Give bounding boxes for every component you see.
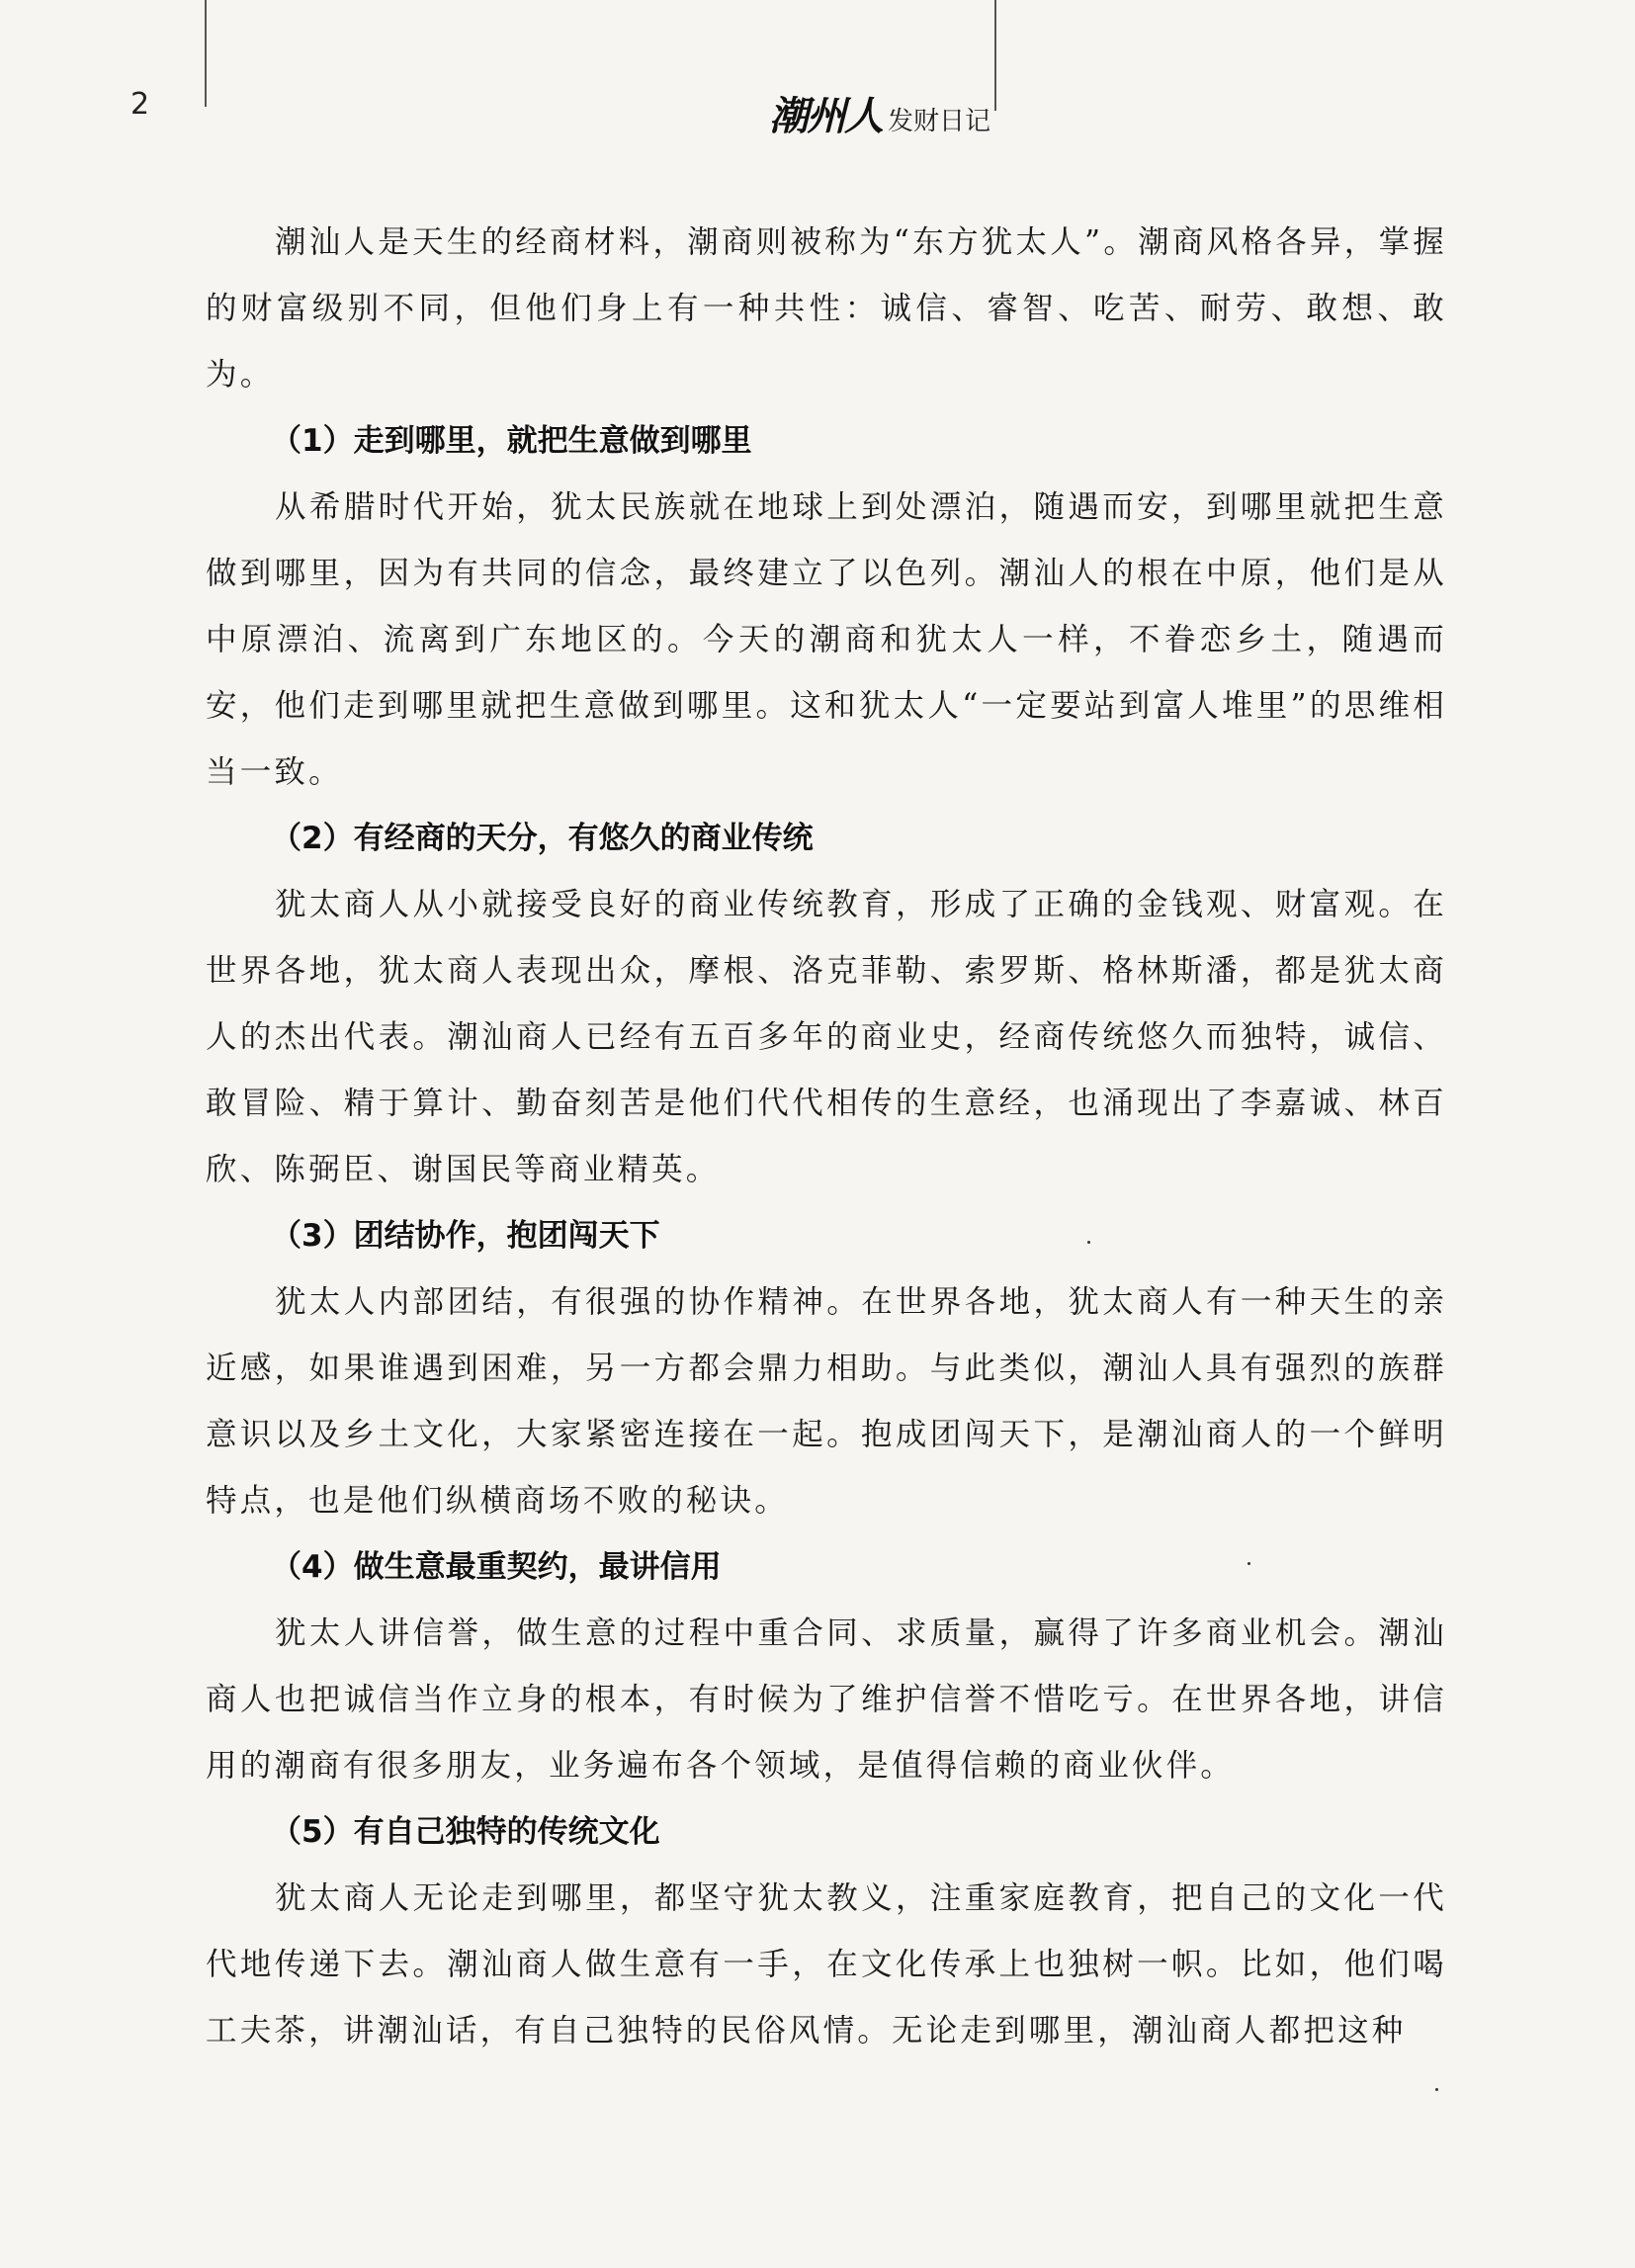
running-header bbox=[731, 85, 990, 138]
section-heading-3: （3）团结协作，抱团闯天下 bbox=[271, 1218, 660, 1254]
section-heading-2: （2）有经商的天分，有悠久的商业传统 bbox=[271, 821, 814, 856]
section-body-3: 犹太人内部团结，有很强的协作精神。在世界各地，犹太商人有一种天生的亲近感，如果谁遇到困难，另一方都会鼎力相助。与此类似，潮汕人具有强烈的族群意识以及乡土文化，大家紧密连接在一起。抱成团闯天下，是潮汕商人的一个鲜明特点，也是他们纵横商场不败的秘诀。 bbox=[206, 1284, 1447, 1519]
crop-mark-right bbox=[994, 0, 996, 111]
section-body-4: 犹太人讲信誉，做生意的过程中重合同、求质量，赢得了许多商业机会。潮汕商人也把诚信当作立身的根本，有时候为了维护信誉不惜吃亏。在世界各地，讲信用的潮商有很多朋友，业务遍布各个领域，是值得信赖的商业伙伴。 bbox=[206, 1615, 1447, 1784]
book-subtitle: 发财日记 bbox=[887, 107, 990, 136]
section-body-1: 从希腊时代开始，犹太民族就在地球上到处漂泊，随遇而安，到哪里就把生意做到哪里，因为有共同的信念，最终建立了以色列。潮汕人的根在中原，他们是从中原漂泊、流离到广东地区的。今天的潮商和犹太人一样，不眷恋乡土，随遇而安，他们走到哪里就把生意做到哪里。这和犹太人“一定要站到富人堆里”的思维相当一致。 bbox=[206, 489, 1447, 790]
section-heading-1: （1）走到哪里，就把生意做到哪里 bbox=[271, 423, 752, 459]
section-body-2: 犹太商人从小就接受良好的商业传统教育，形成了正确的金钱观、财富观。在世界各地，犹太商人表现出众，摩根、洛克菲勒、索罗斯、格林斯潘，都是犹太商人的杰出代表。潮汕商人已经有五百多年的商业史，经商传统悠久而独特，诚信、敢冒险、精于算计、勤奋刻苦是他们代代相传的生意经，也涌现出了李嘉诚、林百欣、陈弼臣、谢国民等商业精英。 bbox=[206, 887, 1447, 1187]
section-body-5: 犹太商人无论走到哪里，都坚守犹太教义，注重家庭教育，把自己的文化一代代地传递下去。潮汕商人做生意有一手，在文化传承上也独树一帜。比如，他们喝工夫茶，讲潮汕话，有自己独特的民俗风情。无论走到哪里，潮汕商人都把这种 bbox=[206, 1880, 1447, 2049]
scan-speck bbox=[1248, 1562, 1250, 1565]
book-title-logo: 潮州人 bbox=[768, 93, 882, 139]
body-text bbox=[206, 210, 1447, 2064]
scan-speck bbox=[1087, 1241, 1090, 1244]
crop-mark-left bbox=[205, 0, 207, 107]
intro-paragraph: 潮汕人是天生的经商材料，潮商则被称为“东方犹太人”。潮商风格各异，掌握的财富级别不同，但他们身上有一种共性：诚信、睿智、吃苦、耐劳、敢想、敢为。 bbox=[206, 224, 1447, 393]
page-number: 2 bbox=[130, 87, 150, 122]
section-heading-4: （4）做生意最重契约，最讲信用 bbox=[271, 1549, 722, 1585]
scan-speck bbox=[1435, 2088, 1438, 2091]
section-heading-5: （5）有自己独特的传统文化 bbox=[271, 1814, 660, 1850]
